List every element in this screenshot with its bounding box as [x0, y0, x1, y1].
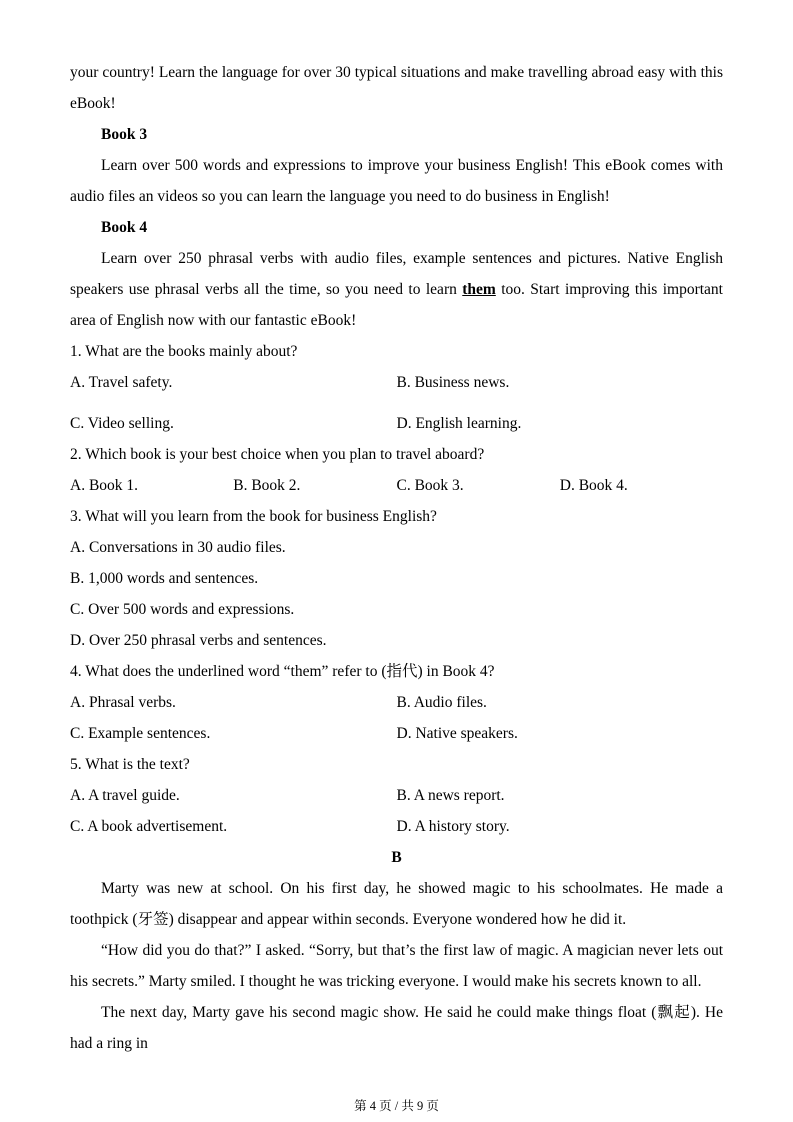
question-2-options-row: [70, 470, 723, 501]
option-4a: A. Phrasal verbs.: [70, 694, 176, 711]
intro-continuation-line: your country! Learn the language for over 30 typical situations and make travelling abroad easy with this eBook!: [70, 64, 723, 112]
question-5: 5. What is the text?: [70, 756, 190, 773]
underlined-word-them: them: [462, 281, 496, 298]
option-3d: D. Over 250 phrasal verbs and sentences.: [70, 632, 327, 649]
option-5c: C. A book advertisement.: [70, 818, 228, 835]
page-footer: 第 4 页 / 共 9 页: [354, 1099, 439, 1113]
question-4-options-row-1: [70, 687, 723, 718]
book4-text-pre: Learn over 250 phrasal verbs with audio files, example sentences and pictures. Native English speakers use phrasal verbs all the time, so you need to learn: [70, 250, 723, 298]
section-b-paragraph-3: The next day, Marty gave his second magic show. He said he could make things float (飘起). He had a ring in: [70, 1004, 723, 1052]
question-4-options-row-2: [70, 718, 723, 749]
option-2a: A. Book 1.: [70, 477, 139, 494]
option-5b: B. A news report.: [396, 787, 505, 804]
book4-text-post: too. Start improving this important area of English now with our fantastic eBook!: [70, 281, 723, 329]
question-2: 2. Which book is your best choice when you plan to travel aboard?: [70, 446, 485, 463]
question-1: 1. What are the books mainly about?: [70, 343, 298, 360]
question-1-options-row-1: [70, 367, 723, 398]
option-5d: D. A history story.: [396, 818, 510, 835]
option-1a: A. Travel safety.: [70, 374, 173, 391]
book3-heading: Book 3: [101, 126, 148, 143]
document-content: [70, 57, 723, 1059]
question-3: 3. What will you learn from the book for business English?: [70, 508, 437, 525]
option-2c: C. Book 3.: [396, 477, 464, 494]
option-5a: A. A travel guide.: [70, 787, 180, 804]
question-5-options-row-2: [70, 811, 723, 842]
option-1b: B. Business news.: [396, 374, 510, 391]
option-1c: C. Video selling.: [70, 415, 174, 432]
question-5-options-row-1: [70, 780, 723, 811]
option-4b: B. Audio files.: [396, 694, 487, 711]
option-2b: B. Book 2.: [233, 477, 301, 494]
option-2d: D. Book 4.: [559, 477, 628, 494]
book4-heading: Book 4: [101, 219, 148, 236]
question-1-options-row-2: [70, 408, 723, 439]
section-b-paragraph-2: “How did you do that?” I asked. “Sorry, but that’s the first law of magic. A magician never lets out his secrets.” Marty smiled. I thought he was tricking everyone. I would make his secrets known to all.: [70, 942, 723, 990]
book3-paragraph: Learn over 500 words and expressions to improve your business English! This eBook comes with audio files an videos so you can learn the language you need to do business in English!: [70, 157, 723, 205]
option-4c: C. Example sentences.: [70, 725, 211, 742]
option-3a: A. Conversations in 30 audio files.: [70, 539, 286, 556]
book4-paragraph: [70, 243, 723, 336]
question-4: 4. What does the underlined word “them” refer to (指代) in Book 4?: [70, 663, 495, 680]
option-3b: B. 1,000 words and sentences.: [70, 570, 259, 587]
option-4d: D. Native speakers.: [396, 725, 518, 742]
section-b-paragraph-1: Marty was new at school. On his first day, he showed magic to his schoolmates. He made a toothpick (牙签) disappear and appear within seconds. Everyone wondered how he did it.: [70, 880, 723, 928]
section-b-header: B: [391, 849, 402, 866]
option-3c: C. Over 500 words and expressions.: [70, 601, 295, 618]
option-1d: D. English learning.: [396, 415, 522, 432]
